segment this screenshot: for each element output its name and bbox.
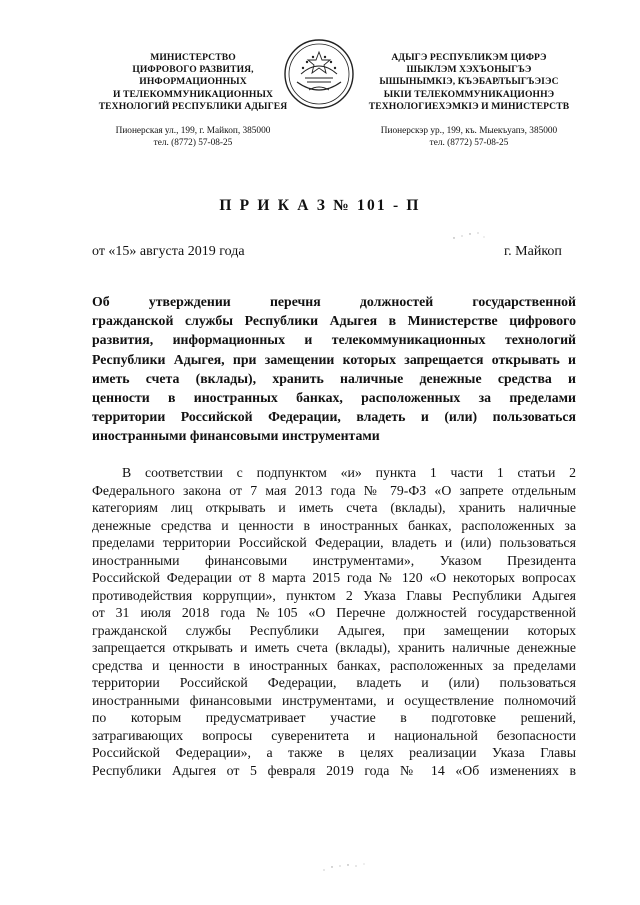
ministry-name-line: ЫКIИ ТЕЛЕКОММУНИКАЦИОННЭ [383,88,555,100]
order-subject [92,292,576,446]
ministry-name-line: ТЕХНОЛОГИЙ РЕСПУБЛИКИ АДЫГЕЯ [98,100,288,112]
subject-line: гражданской службы Республики Адыгея в Министерстве цифрового [92,313,576,329]
phone-line: тел. (8772) 57-08-25 [153,137,233,148]
body-line: иностранными финансовыми инструментами», Указом Президента [92,552,576,568]
body-line: Республики Адыгея от 5 февраля 2019 года № 14 «Об изменениях в [92,762,576,778]
subject-line: территории Российской Федерации, владеть и (или) пользоваться [92,409,576,425]
body-line: денежные средства и ценности в иностранных банках, расположенных за [92,517,576,533]
coat-of-arms-emblem-icon [283,38,355,110]
body-line: Российской Федерации», а также в целях реализации Указа Главы [92,745,576,760]
body-line: Российской Федерации от 8 марта 2015 года № 120 «О некоторых вопросах [92,570,576,585]
ministry-name-line: ИНФОРМАЦИОННЫХ [139,76,247,88]
phone-line: тел. (8772) 57-08-25 [429,137,509,148]
body-line: запрещается открывать и иметь счета (вклады), хранить наличные денежные [92,640,576,655]
subject-line: иметь счета (вклады), хранить наличные денежные средства и [92,370,576,386]
body-line: территории Российской Федерации, владеть и (или) пользоваться [92,675,576,690]
body-line: В соответствии с подпунктом «и» пункта 1 части 1 статьи 2 [122,465,576,480]
order-title: П Р И К А З № 101 - П [219,197,421,214]
body-line: пределами территории Российской Федерации, владеть и (или) пользоваться [92,535,576,550]
subject-line: развития, информационных и телекоммуникационных технологий [92,332,576,348]
body-line: средства и ценности в иностранных банках, расположенных за пределами [92,657,576,673]
body-line: от 31 июля 2018 года №105 «О Перечне должностей государственной [92,605,576,620]
body-line: по которым предусматривает участие в подготовке решений, [92,710,576,725]
body-line: гражданской службы Республики Адыгея, при замещении которых [92,622,576,638]
subject-line: ценности в иностранных банках, расположенных за пределами [92,390,576,406]
ministry-name-line: ШЫКЛЭМ ХЭХЪОНЫГЪЭ [406,64,532,76]
ministry-name-line: ЫШЫНЫМКIЭ, КЪЭБАРЛЪЫГЪЭIЭС [379,76,559,88]
address-line: Пионерскэр ур., 199, къ. Мыекъуапэ, 385000 [380,126,558,136]
ministry-name-adyghe [364,52,574,113]
scan-speckle [320,858,370,874]
ministry-name-line: АДЫГЭ РЕСПУБЛИКЭМ ЦИФРЭ [391,52,547,63]
scan-speckle [448,228,488,244]
ministry-name-russian [88,52,298,113]
ministry-name-line: ТЕХНОЛОГИЕХЭМКIЭ И МИНИСТЕРСТВ [368,100,570,112]
ministry-address-adyghe [364,126,574,150]
ministry-name-line: МИНИСТЕРСТВО [150,52,236,63]
body-line: Федерального закона от 7 мая 2013 года № 79-ФЗ «О запрете отдельным [92,482,576,498]
ministry-name-line: И ТЕЛЕКОММУНИКАЦИОННЫХ [112,88,274,100]
subject-line: иностранными финансовыми инструментами [92,428,380,444]
order-date: от «15» августа 2019 года [92,244,245,259]
order-city: г. Майкоп [504,244,562,259]
subject-line: Республики Адыгея, при замещении которых запрещается открывать и [92,351,576,367]
body-line: затрагивающих вопросы суверенитета и национальной безопасности [92,727,576,743]
ministry-address-russian [88,126,298,150]
body-line: иностранными финансовыми инструментами, и осуществление полномочий [92,692,576,708]
ministry-name-line: ЦИФРОВОГО РАЗВИТИЯ, [132,64,254,76]
body-line: категориям лиц открывать и иметь счета (вклады), хранить наличные [92,500,576,515]
order-body-paragraph [92,464,576,779]
subject-line: Об утверждении перечня должностей государственной [92,294,576,309]
body-line: противодействия коррупции», пунктом 2 Указа Главы Республики Адыгея [92,587,576,603]
address-line: Пионерская ул., 199, г. Майкоп, 385000 [115,126,271,136]
